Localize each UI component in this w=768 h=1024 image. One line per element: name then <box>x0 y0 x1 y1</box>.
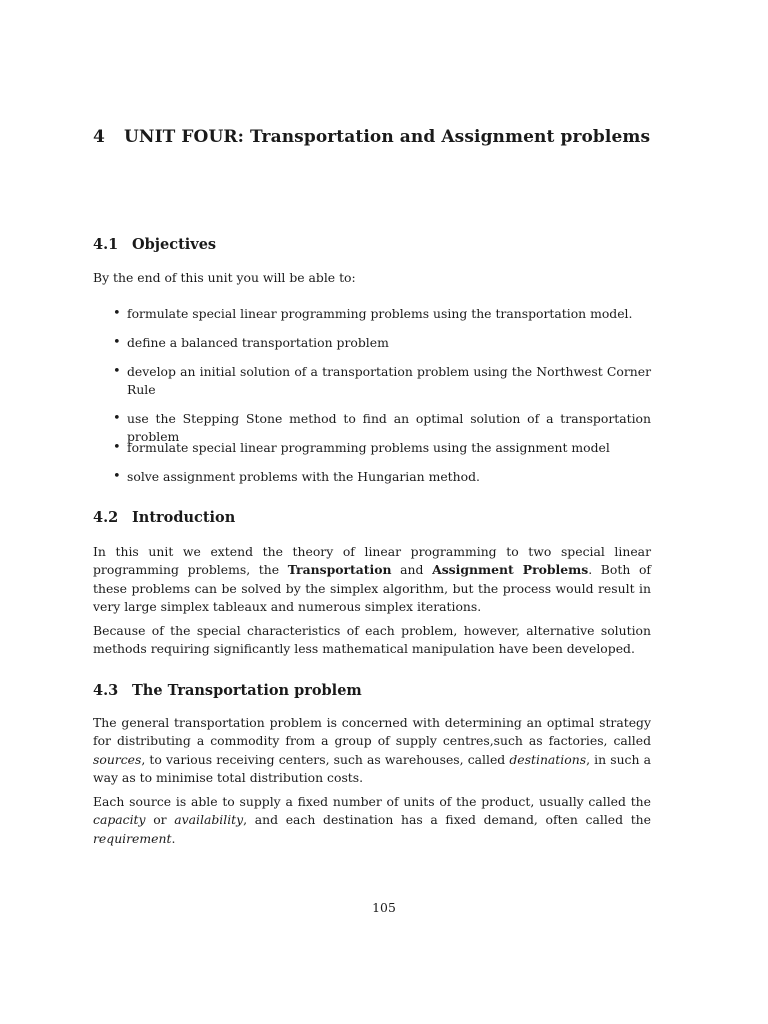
objectives-intro: By the end of this unit you will be able to: <box>93 270 356 285</box>
term-destinations: destinations <box>509 751 587 767</box>
section-title-introduction <box>93 509 673 526</box>
introduction-paragraph-1 <box>93 543 651 617</box>
section-title-transportation <box>93 682 673 699</box>
section-title-objectives <box>93 236 673 253</box>
transportation-paragraph-2 <box>93 793 651 848</box>
introduction-paragraph-2: Because of the special characteristics of each problem, however, alternative solution methods requiring significantly less mathematical manipulation have been developed. <box>93 623 651 657</box>
list-item-text: formulate special linear programming problems using the assignment model <box>127 440 610 455</box>
term-sources: sources <box>93 751 142 767</box>
section-number: 4.1 <box>93 236 119 253</box>
chapter-title-text: UNIT FOUR: Transportation and Assignment problems <box>124 127 651 147</box>
term-availability: availability <box>174 812 244 828</box>
list-item-text: define a balanced transportation problem <box>127 335 389 350</box>
bullet-icon: • <box>113 335 121 350</box>
list-item <box>93 305 651 323</box>
text-run: , to various receiving centers, such as warehouses, called <box>141 751 510 767</box>
list-item-text: solve assignment problems with the Hungarian method. <box>127 469 480 484</box>
bullet-icon: • <box>113 306 121 321</box>
term-requirement: requirement <box>93 830 172 846</box>
chapter-title <box>93 127 693 147</box>
chapter-number: 4 <box>93 127 105 147</box>
text-run: The general transportation problem is concerned with determining an optimal strategy for distributing a commodity from a group of supply centres,such as factories, called <box>93 715 651 749</box>
list-item <box>93 363 651 399</box>
section-title-text: The Transportation problem <box>132 682 362 699</box>
section-number: 4.2 <box>93 509 119 526</box>
transportation-paragraph-1 <box>93 714 651 788</box>
list-item <box>93 468 651 486</box>
bullet-icon: • <box>113 440 121 455</box>
bullet-icon: • <box>113 411 121 426</box>
text-run: In this unit we extend the theory of linear programming to two special linear programming problems, the <box>93 544 651 578</box>
page-number: 105 <box>372 900 396 915</box>
section-title-text: Introduction <box>132 509 236 526</box>
term-assignment-problems: Assignment Problems <box>432 562 589 578</box>
text-run: and <box>391 562 433 578</box>
bullet-icon: • <box>113 364 121 379</box>
section-number: 4.3 <box>93 682 119 699</box>
list-item-text: formulate special linear programming problems using the transportation model. <box>127 306 633 321</box>
text-run: . Both of these problems can be solved by the simplex algorithm, but the process would result in very large simplex tableaux and numerous simplex iterations. <box>93 562 651 615</box>
section-title-text: Objectives <box>132 236 217 253</box>
list-item <box>93 439 651 457</box>
bullet-icon: • <box>113 469 121 484</box>
text-run: , in such a way as to minimise total distribution costs. <box>93 751 651 786</box>
list-item <box>93 334 651 352</box>
term-transportation: Transportation <box>287 562 392 578</box>
text-run: or <box>145 812 175 828</box>
list-item-text: develop an initial solution of a transportation problem using the Northwest Corner Rule <box>127 364 651 397</box>
text-run: . <box>171 830 176 846</box>
list-item-text: use the Stepping Stone method to find an optimal solution of a transportation problem <box>127 411 651 444</box>
term-capacity: capacity <box>93 812 146 828</box>
text-run: Each source is able to supply a fixed number of units of the product, usually called the <box>93 794 651 809</box>
text-run: , and each destination has a fixed demand, often called the <box>243 812 651 828</box>
